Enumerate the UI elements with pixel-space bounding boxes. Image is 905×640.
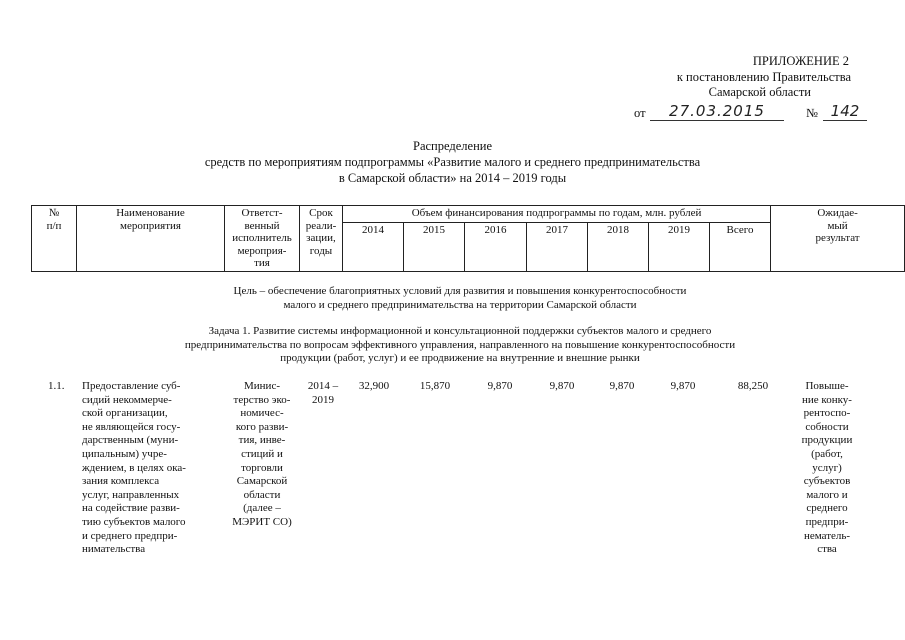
title-line-1: Распределение — [413, 139, 492, 153]
goal-line-2: малого и среднего предпринимательства на территории Самарской области — [283, 298, 637, 311]
row-value-2016: 9,870 — [487, 380, 513, 392]
task-line-1: Задача 1. Развитие системы информационной и консультационной поддержки субъектов малого и среднего — [208, 325, 712, 337]
task-text — [100, 325, 820, 366]
task-line-3: продукции (работ, услуг) и ее продвижение на внутренние и внешние рынки — [280, 352, 640, 364]
from-label: от — [634, 106, 646, 120]
header-total: Всего — [710, 223, 771, 271]
number-label: № — [806, 106, 818, 120]
appendix-block — [591, 54, 851, 101]
task-line-2: предпринимательства по вопросам эффективного управления, направленного на повышение конкурентоспособности — [184, 338, 736, 351]
row-value-2018: 9,870 — [609, 380, 635, 392]
row-number: 1.1. — [48, 380, 65, 392]
header-funding: Объем финансирования подпрограммы по годам, млн. рублей — [343, 206, 771, 223]
row-value-2014: 32,900 — [358, 380, 390, 392]
header-year-2019: 2019 — [649, 223, 710, 271]
resolution-date-number — [634, 104, 864, 124]
funding-table-header — [31, 205, 905, 272]
row-result: Повыше- ние конку- рентоспо- собности продукции (работ, услуг) субъектов малого и среднего предпри- нематель- ства — [801, 380, 853, 556]
header-term: Срок реали- зации, годы — [300, 206, 343, 272]
header-year-2014: 2014 — [343, 223, 404, 271]
title-line-2: средств по мероприятиям подпрограммы «Развитие малого и среднего предпринимательства — [204, 155, 701, 169]
row-activity-name: Предоставление суб- сидий некоммерче- ской организации, не являющейся госу- дарственным (муни- ципальным) учре- ждением, в целях ока- зания комплекса услуг, направленных на содействие разви- тию субъектов малого и среднего предпри- нимательства — [82, 380, 186, 556]
document-title — [0, 138, 905, 186]
appendix-region: Самарской области — [708, 85, 811, 99]
header-executor: Ответст- венный исполнитель мероприя- тия — [225, 206, 300, 272]
row-executor: Минис- терство эко- номичес- кого разви- тия, инве- стиций и торговли Самарской области (далее – МЭРИТ СО) — [232, 380, 292, 528]
row-value-total: 88,250 — [737, 380, 769, 392]
goal-text — [120, 285, 800, 312]
title-line-3: в Самарской области» на 2014 – 2019 годы — [338, 171, 567, 185]
appendix-title: ПРИЛОЖЕНИЕ 2 — [752, 54, 849, 68]
header-name: Наименование мероприятия — [77, 206, 225, 272]
header-year-2017: 2017 — [527, 223, 588, 271]
row-value-2019: 9,870 — [670, 380, 696, 392]
goal-line-1: Цель – обеспечение благоприятных условий для развития и повышения конкурентоспособности — [233, 285, 687, 297]
header-year-2018: 2018 — [588, 223, 649, 271]
header-result: Ожидае- мый результат — [771, 206, 905, 272]
header-year-2015: 2015 — [404, 223, 465, 271]
row-value-2017: 9,870 — [549, 380, 575, 392]
handwritten-number: 142 — [823, 102, 867, 121]
handwritten-date: 27.03.2015 — [650, 102, 784, 121]
row-term: 2014 – 2019 — [307, 380, 339, 406]
header-year-2016: 2016 — [465, 223, 527, 271]
appendix-ref: к постановлению Правительства — [676, 69, 851, 84]
header-num: № п/п — [32, 206, 77, 272]
row-value-2015: 15,870 — [419, 380, 451, 392]
